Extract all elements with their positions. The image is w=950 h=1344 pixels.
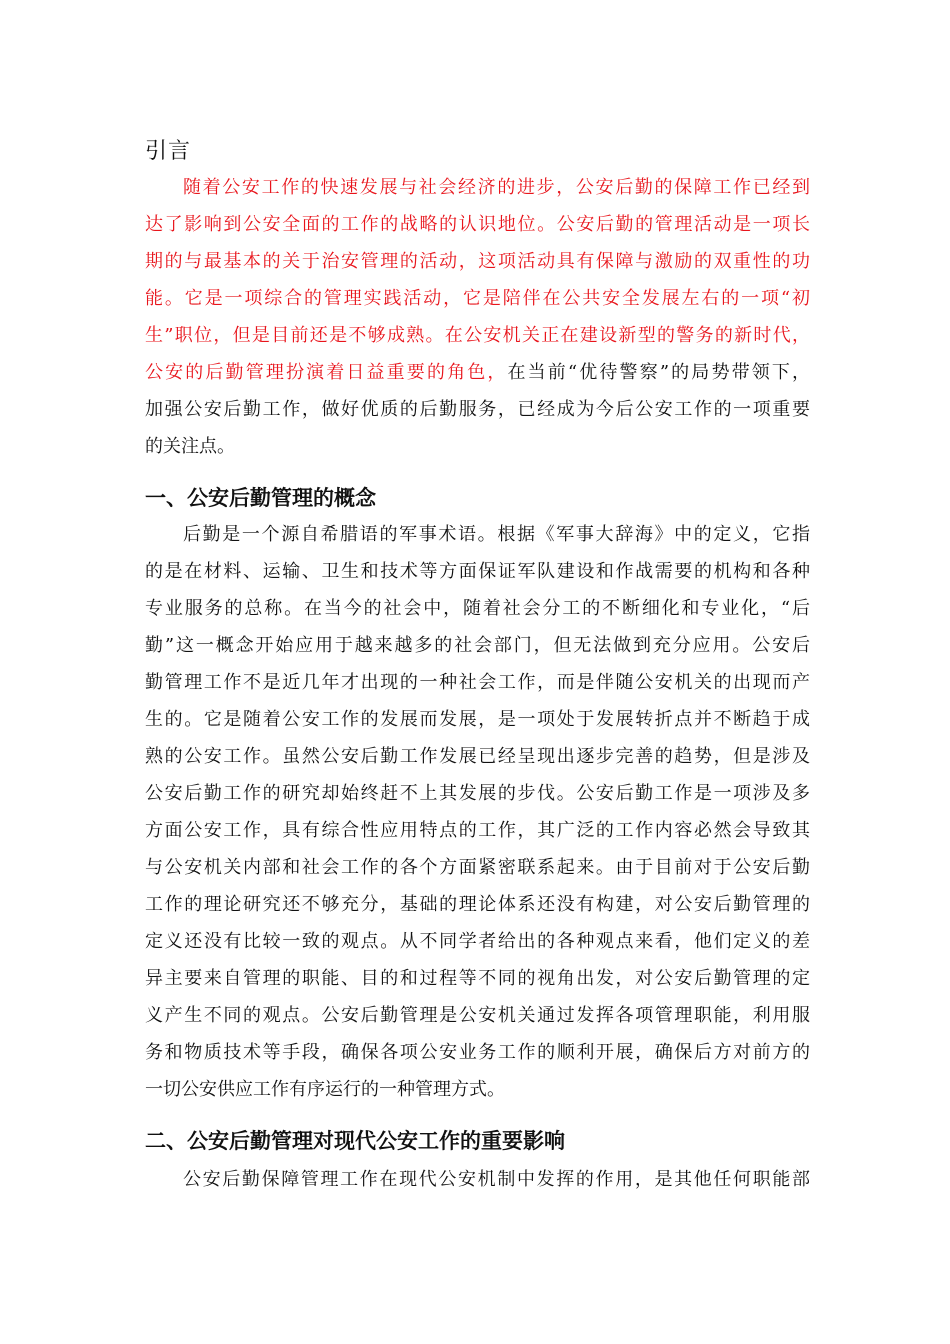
section-1-line: 后勤是一个源自希腊语的军事术语。根据《军事大辞海》中的定义，它指 bbox=[183, 524, 810, 545]
section-1-line: 公安后勤工作的研究却始终赶不上其发展的步伐。公安后勤工作是一项涉及多 bbox=[145, 783, 810, 804]
intro-line bbox=[145, 391, 810, 428]
intro-line bbox=[145, 354, 810, 391]
intro-line bbox=[145, 317, 810, 354]
section-1-paragraph bbox=[145, 516, 810, 1108]
intro-line-red-text: 公安的后勤管理扮演着日益重要的角色， bbox=[145, 362, 508, 383]
intro-line-black-text: 的关注点。 bbox=[145, 436, 235, 457]
section-1-line: 方面公安工作，具有综合性应用特点的工作，其广泛的工作内容必然会导致其 bbox=[145, 820, 810, 841]
intro-line-red-text: 生”职位，但是目前还是不够成熟。在公安机关正在建设新型的警务的新时代， bbox=[145, 325, 810, 346]
intro-line-red-text: 随着公安工作的快速发展与社会经济的进步，公安后勤的保障工作已经到 bbox=[183, 177, 810, 198]
section-1-line: 勤管理工作不是近几年才出现的一种社会工作，而是伴随公安机关的出现而产 bbox=[145, 672, 810, 693]
section-1-line: 勤”这一概念开始应用于越来越多的社会部门，但无法做到充分应用。公安后 bbox=[145, 635, 810, 656]
section-2-paragraph bbox=[145, 1161, 810, 1198]
section-2-line: 公安后勤保障管理工作在现代公安机制中发挥的作用，是其他任何职能部 bbox=[183, 1169, 810, 1190]
section-1-line: 异主要来自管理的职能、目的和过程等不同的视角出发，对公安后勤管理的定 bbox=[145, 968, 810, 989]
intro-line-black-text: 加强公安后勤工作，做好优质的后勤服务，已经成为今后公安工作的一项重要 bbox=[145, 399, 810, 420]
section-1-line: 与公安机关内部和社会工作的各个方面紧密联系起来。由于目前对于公安后勤 bbox=[145, 857, 810, 878]
intro-heading: 引言 bbox=[145, 139, 192, 164]
section-1-line: 务和物质技术等手段，确保各项公安业务工作的顺利开展，确保后方对前方的 bbox=[145, 1042, 810, 1063]
intro-line-red-text: 期的与最基本的关于治安管理的活动，这项活动具有保障与激励的双重性的功 bbox=[145, 251, 810, 272]
intro-line-black-text: 在当前“优待警察”的局势带领下， bbox=[507, 362, 811, 383]
intro-line bbox=[145, 428, 810, 465]
section-1-line: 生的。它是随着公安工作的发展而发展，是一项处于发展转折点并不断趋于成 bbox=[145, 709, 810, 730]
section-1-line: 熟的公安工作。虽然公安后勤工作发展已经呈现出逐步完善的趋势，但是涉及 bbox=[145, 746, 810, 767]
section-1-line: 专业服务的总称。在当今的社会中，随着社会分工的不断细化和专业化，“后 bbox=[145, 598, 810, 619]
section-1-line: 定义还没有比较一致的观点。从不同学者给出的各种观点来看，他们定义的差 bbox=[145, 931, 810, 952]
intro-paragraph bbox=[145, 169, 810, 465]
section-1-line: 工作的理论研究还不够充分，基础的理论体系还没有构建，对公安后勤管理的 bbox=[145, 894, 810, 915]
intro-line bbox=[145, 206, 810, 243]
intro-line-red-text: 能。它是一项综合的管理实践活动，它是陪伴在公共安全发展左右的一项“初 bbox=[145, 288, 810, 309]
section-1-line: 义产生不同的观点。公安后勤管理是公安机关通过发挥各项管理职能，利用服 bbox=[145, 1005, 810, 1026]
section-1-line: 一切公安供应工作有序运行的一种管理方式。 bbox=[145, 1079, 505, 1100]
intro-line bbox=[145, 169, 810, 206]
intro-line bbox=[145, 243, 810, 280]
section-2-heading: 二、公安后勤管理对现代公安工作的重要影响 bbox=[145, 1129, 565, 1153]
section-1-heading: 一、公安后勤管理的概念 bbox=[145, 486, 376, 510]
intro-line bbox=[145, 280, 810, 317]
section-1-line: 的是在材料、运输、卫生和技术等方面保证军队建设和作战需要的机构和各种 bbox=[145, 561, 810, 582]
intro-line-red-text: 达了影响到公安全面的工作的战略的认识地位。公安后勤的管理活动是一项长 bbox=[145, 214, 810, 235]
